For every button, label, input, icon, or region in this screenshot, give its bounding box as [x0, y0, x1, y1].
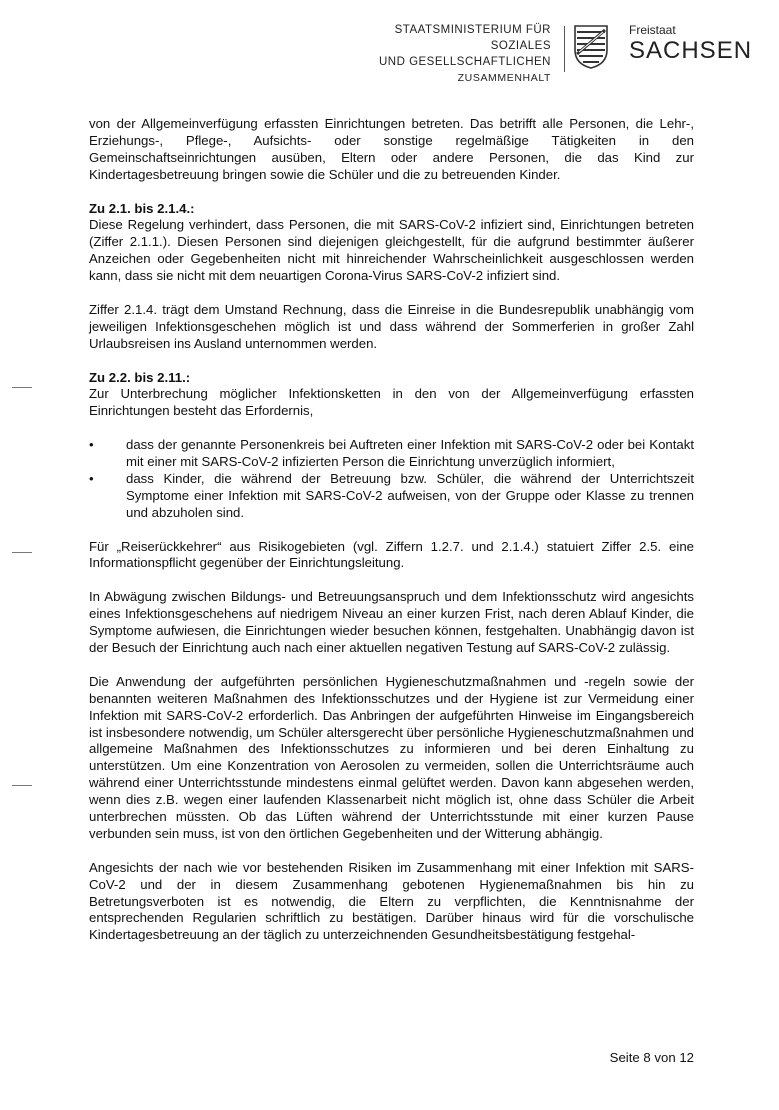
letterhead [351, 22, 753, 84]
list-item [89, 437, 694, 471]
punch-mark [12, 552, 32, 553]
document-body [89, 116, 694, 961]
paragraph: von der Allgemeinverfügung erfassten Einrichtungen betreten. Das betrifft alle Personen, die Lehr-, Erziehungs-, Pflege-, Aufsichts- oder sonstige regelmäßige Tätigkeiten in den Gemeinschaftseinrichtungen ausüben, Eltern oder andere Personen, die das Kind zur Kindertagesbetreuung bringen sowie die Schüler und die zu betreuenden Kinder. [89, 116, 694, 182]
fold-mark [12, 387, 32, 388]
saxony-coat-of-arms-icon [573, 24, 609, 70]
bullet-icon: • [89, 470, 94, 486]
paragraph: Angesichts der nach wie vor bestehenden Risiken im Zusammenhang mit einer Infektion mit SARS-CoV-2 und der in diesem Zusammenhang gebotenen Hygienemaßnahmen bis hin zu Betretungsverboten ist es notwendig, die Eltern zu verpflichten, die Kenntnisnahme der entsprechenden Regularien schriftlich zu bestätigen. Darüber hinaus wird für die vorschulische Kindertagesbetreuung an der täglich zu unterzeichnenden Gesundheitsbestätigung festgehal- [89, 859, 694, 943]
ministry-line-2: UND GESELLSCHAFTLICHEN [378, 56, 551, 68]
header-divider [564, 26, 565, 72]
list-item-text: dass Kinder, die während der Betreuung bzw. Schüler, die während der Unterrichtszeit Symptome einer Infektion mit SARS-CoV-2 aufweisen, von der Gruppe oder Klasse zu trennen und abzuholen sind. [126, 470, 694, 520]
list-item-text: dass der genannte Personenkreis bei Auftreten einer Infektion mit SARS-CoV-2 oder bei Kontakt mit einer mit SARS-CoV-2 infizierten Person die Einrichtung unverzüglich informiert, [126, 437, 694, 470]
list-item [89, 471, 694, 522]
section-heading: Zu 2.2. bis 2.11.: [89, 369, 191, 385]
paragraph: Zur Unterbrechung möglicher Infektionsketten in den von der Allgemeinverfügung erfassten Einrichtungen besteht das Erfordernis, [89, 386, 694, 419]
section-heading: Zu 2.1. bis 2.1.4.: [89, 200, 195, 216]
paragraph: Ziffer 2.1.4. trägt dem Umstand Rechnung, dass die Einreise in die Bundesrepublik unabhängig vom jeweiligen Infektionsgeschehen möglich ist und dass während der Sommerferien in großer Zahl Urlaubsreisen ins Ausland unternommen werden. [89, 301, 694, 351]
ministry-line-1: STAATSMINISTERIUM FÜR SOZIALES [394, 24, 551, 52]
bullet-list [89, 437, 694, 522]
freistaat-label: Freistaat [629, 23, 676, 37]
paragraph: Diese Regelung verhindert, dass Personen, die mit SARS-CoV-2 infiziert sind, Einrichtungen betreten (Ziffer 2.1.1.). Diesen Personen sind diejenigen gleichgestellt, für die aufgrund bestimmter äußerer Anzeichen oder Gegebenheiten nicht mit hinreichender Wahrscheinlichkeit ausgeschlossen werden kann, dass sie nicht mit dem neuartigen Corona-Virus SARS-CoV-2 infiziert sind. [89, 217, 694, 284]
fold-mark [12, 785, 32, 786]
ministry-name [351, 22, 551, 86]
ministry-line-3: ZUSAMMENHALT [457, 72, 551, 84]
paragraph: In Abwägung zwischen Bildungs- und Betreuungsanspruch und dem Infektionsschutz wird angesichts eines Infektionsgeschehens auf niedrigem Niveau an einer kurzen Frist, nach deren Ablauf Kinder, die Symptome aufwiesen, die Einrichtungen wieder besuchen können, festgehalten. Unabhängig davon ist der Besuch der Einrichtung auch nach einer aktuellen negativen Testung auf SARS-CoV-2 zulässig. [89, 589, 694, 655]
page-number: Seite 8 von 12 [609, 1050, 694, 1065]
paragraph: Die Anwendung der aufgeführten persönlichen Hygieneschutzmaßnahmen und -regeln sowie der benannten weiteren Maßnahmen des Infektionsschutzes und der Hygiene ist zur Vermeidung einer Infektion mit SARS-CoV-2 erforderlich. Das Anbringen der aufgeführten Hinweise im Eingangsbereich ist insbesondere notwendig, um Schüler altersgerecht über persönliche Hygieneschutzmaßnahmen und allgemeine Maßnahmen des Infektionsschutzes zu informieren und bei deren Einhaltung zu unterstützen. Um eine Konzentration von Aerosolen zu vermeiden, sollen die Unterrichtsräume auch während einer Unterrichtsstunde mindestens einmal gelüftet werden. Davon kann abgesehen werden, wenn dies z.B. wegen einer laufenden Klassenarbeit nicht möglich ist, ohne dass Schüler die Arbeit unterbrechen müssten. Ob das Lüften während der Unterrichtsstunde mit einer kurzen Pause verbunden sein muss, ist von den örtlichen Gegebenheiten und der Witterung abhängig. [89, 673, 694, 841]
sachsen-label: SACHSEN [629, 37, 753, 64]
bullet-icon: • [89, 437, 94, 453]
paragraph: Für „Reiserückkehrer“ aus Risikogebieten (vgl. Ziffern 1.2.7. und 2.1.4.) statuiert Ziffer 2.5. eine Informationspflicht gegenüber der Einrichtungsleitung. [89, 538, 694, 571]
